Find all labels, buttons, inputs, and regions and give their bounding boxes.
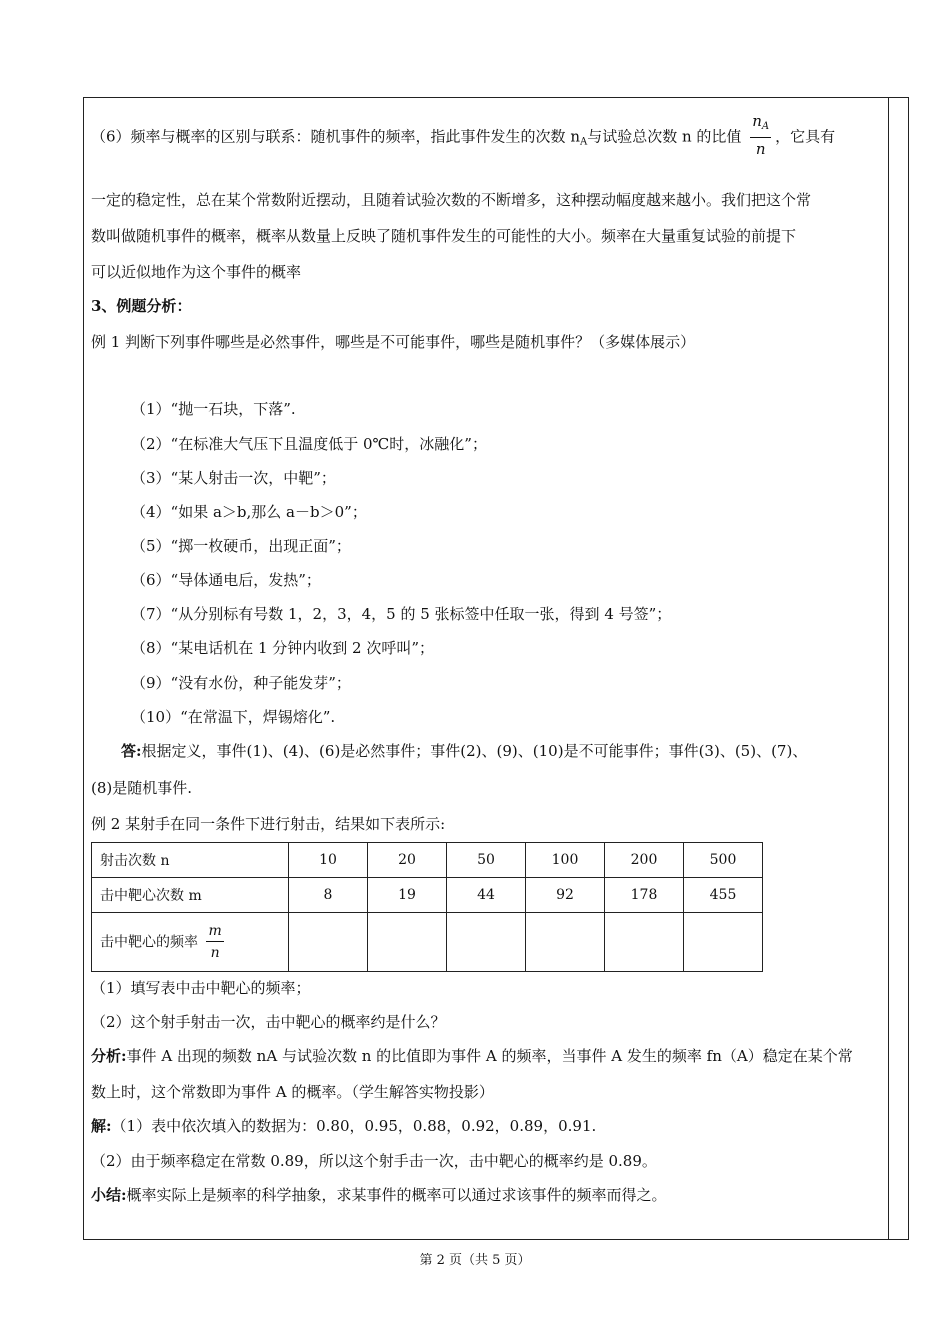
summary-label: 小结: xyxy=(91,1186,127,1204)
para6-line4: 可以近似地作为这个事件的概率 xyxy=(91,263,302,281)
analysis-line1 xyxy=(91,1045,853,1066)
event-item: （5）“掷一枚硬币，出现正面”； xyxy=(131,537,351,555)
event-item: （10）“在常温下，焊锡熔化”. xyxy=(131,708,336,726)
table-row xyxy=(92,843,763,878)
answer1-text1: 根据定义，事件(1)、(4)、(6)是必然事件；事件(2)、(9)、(10)是不可能事件；事件(3)、(5)、(7)、 xyxy=(141,742,808,760)
para6-line1 xyxy=(91,113,835,162)
table-cell: 击中靶心次数 m xyxy=(92,878,289,913)
event-item: （7）“从分别标有号数 1，2，3，4，5 的 5 张标签中任取一张，得到 4 号签”； xyxy=(131,605,672,623)
table-cell: 19 xyxy=(368,878,447,913)
fraction-numerator: m xyxy=(206,921,223,942)
event-item: （6）“导体通电后，发热”； xyxy=(131,571,321,589)
question-item: （2）这个射手射击一次，击中靶心的概率约是什么？ xyxy=(91,1013,446,1031)
event-item: （9）“没有水份，种子能发芽”； xyxy=(131,674,351,692)
answer1-label: 答: xyxy=(121,742,142,760)
table-cell: 455 xyxy=(684,878,763,913)
table-cell: 50 xyxy=(447,843,526,878)
para6-text-c: ，它具有 xyxy=(775,127,836,146)
fraction-numerator: n xyxy=(752,112,762,130)
solution-line2: （2）由于频率稳定在常数 0.89，所以这个射手击一次，击中靶心的概率约是 0.89。 xyxy=(91,1152,657,1170)
table-cell: 200 xyxy=(605,843,684,878)
table-cell: 10 xyxy=(289,843,368,878)
table-cell xyxy=(92,913,289,972)
event-item: （8）“某电话机在 1 分钟内收到 2 次呼叫”； xyxy=(131,639,435,657)
summary-line xyxy=(91,1184,667,1205)
para6-line2: 一定的稳定性，总在某个常数附近摆动，且随着试验次数的不断增多，这种摆动幅度越来越小。我们把这个常 xyxy=(91,191,812,209)
right-column-border xyxy=(888,97,889,1240)
fraction-denominator: n xyxy=(755,140,766,158)
para6-text-b: 与试验总次数 n 的比值 xyxy=(587,127,742,146)
table-cell-empty xyxy=(368,913,447,972)
table-cell-empty xyxy=(447,913,526,972)
table-cell-empty xyxy=(684,913,763,972)
table-cell: 500 xyxy=(684,843,763,878)
table-cell: 20 xyxy=(368,843,447,878)
page-footer: 第 2 页（共 5 页） xyxy=(419,1253,531,1268)
answer1-line1 xyxy=(121,740,807,761)
table-cell-empty xyxy=(605,913,684,972)
para6-line3: 数叫做随机事件的概率，概率从数量上反映了随机事件发生的可能性的大小。频率在大量重复试验的前提下 xyxy=(91,227,797,245)
shooting-results-table xyxy=(91,842,763,972)
section3-title: 3、例题分析： xyxy=(91,297,192,315)
answer1-line2: (8)是随机事件. xyxy=(91,779,193,797)
fraction-denominator: n xyxy=(210,944,220,961)
summary-text: 概率实际上是频率的科学抽象，求某事件的概率可以通过求该事件的频率而得之。 xyxy=(126,1186,667,1204)
event-item: （3）“某人射击一次，中靶”； xyxy=(131,469,336,487)
table-cell-empty xyxy=(289,913,368,972)
event-item: （4）“如果 a＞b,那么 a－b＞0”； xyxy=(131,503,367,521)
table-cell: 92 xyxy=(526,878,605,913)
solution-label: 解: xyxy=(91,1117,112,1135)
table-cell: 射击次数 n xyxy=(92,843,289,878)
question-item: （1）填写表中击中靶心的频率； xyxy=(91,979,311,997)
table-cell: 100 xyxy=(526,843,605,878)
fraction-numerator-sub: A xyxy=(761,121,770,132)
table-cell: 8 xyxy=(289,878,368,913)
solution-text1: （1）表中依次填入的数据为：0.80，0.95，0.88，0.92，0.89，0.91. xyxy=(111,1117,597,1135)
solution-line1 xyxy=(91,1115,596,1136)
frequency-label: 击中靶心的频率 xyxy=(100,934,198,950)
example1-intro: 例 1 判断下列事件哪些是必然事件，哪些是不可能事件，哪些是随机事件？（多媒体展示） xyxy=(91,333,696,351)
para6-text-a: （6）频率与概率的区别与联系：随机事件的频率，指此事件发生的次数 n xyxy=(91,127,580,146)
para6-sub: A xyxy=(579,136,588,148)
analysis-text1: 事件 A 出现的频数 nA 与试验次数 n 的比值即为事件 A 的频率，当事件 A 发生的频率 fn（A）稳定在某个常 xyxy=(126,1047,853,1065)
table-cell: 44 xyxy=(447,878,526,913)
analysis-line2: 数上时，这个常数即为事件 A 的概率。（学生解答实物投影） xyxy=(91,1083,494,1101)
analysis-label: 分析: xyxy=(91,1047,127,1065)
ratio-fraction xyxy=(750,111,771,160)
table-row xyxy=(92,878,763,913)
table-cell-empty xyxy=(526,913,605,972)
example2-intro: 例 2 某射手在同一条件下进行射击，结果如下表所示: xyxy=(91,815,446,833)
event-item: （1）“抛一石块，下落”. xyxy=(131,400,296,418)
frequency-fraction xyxy=(206,921,223,964)
table-row xyxy=(92,913,763,972)
table-cell: 178 xyxy=(605,878,684,913)
event-item: （2）“在标准大气压下且温度低于 0℃时，冰融化”； xyxy=(131,435,487,453)
